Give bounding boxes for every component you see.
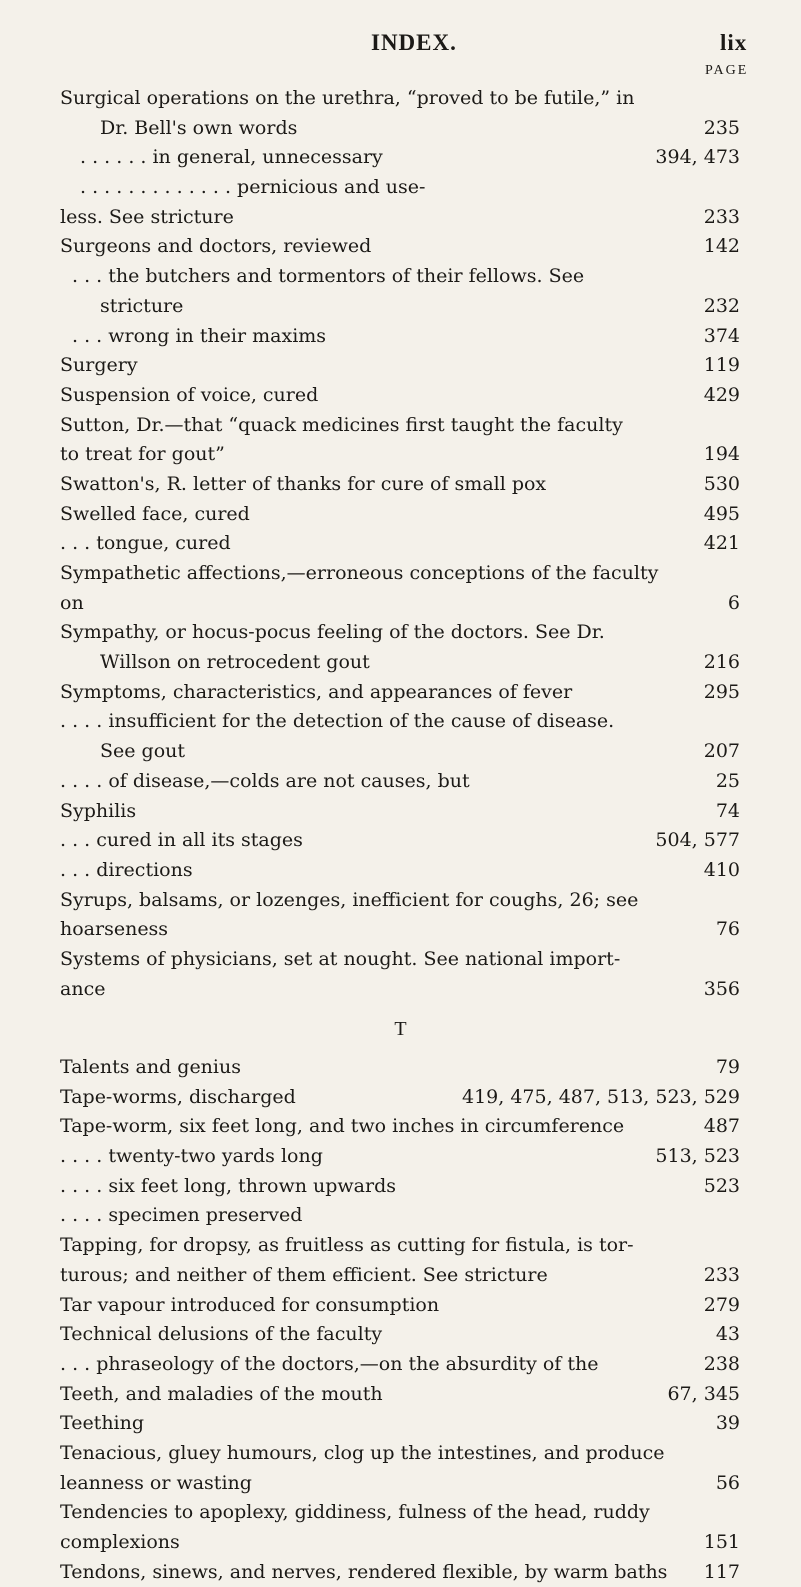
index-entry xyxy=(60,1261,740,1291)
index-entry xyxy=(60,114,740,144)
index-entry xyxy=(60,1380,740,1410)
index-entry xyxy=(60,1172,740,1202)
entry-text: Swelled face, cured xyxy=(60,502,250,525)
entry-text: . . . . . . . . . . . . . pernicious and use- xyxy=(80,176,426,199)
entry-text: . . . cured in all its stages xyxy=(60,829,303,852)
entry-page: 513, 523 xyxy=(655,1145,740,1168)
entry-page: 279 xyxy=(703,1293,740,1316)
entry-page: 76 xyxy=(715,918,740,941)
index-entry xyxy=(60,945,740,975)
index-entry xyxy=(60,1350,740,1380)
index-entry xyxy=(60,84,740,114)
entry-page: 142 xyxy=(703,235,740,258)
index-entry xyxy=(60,322,740,352)
index-entry xyxy=(60,381,740,411)
index-entry xyxy=(60,915,740,945)
page-number-roman: lix xyxy=(720,30,748,55)
index-entry xyxy=(60,1142,740,1172)
entry-page: 295 xyxy=(703,680,740,703)
entry-text: hoarseness xyxy=(60,918,169,941)
section-letter-t: T xyxy=(394,1018,407,1040)
entry-page: 523 xyxy=(703,1174,740,1197)
index-entry xyxy=(60,411,740,441)
entry-text: . . . . six feet long, thrown upwards xyxy=(60,1174,397,1197)
entry-text: Sutton, Dr.—that “quack medicines first taught the faculty xyxy=(60,413,623,436)
entry-text: . . . directions xyxy=(60,858,193,881)
entry-text: . . . phraseology of the doctors,—on the absurdity of the xyxy=(60,1352,599,1375)
entry-page: 487 xyxy=(703,1115,740,1138)
entry-text: . . . tongue, cured xyxy=(60,532,231,555)
index-entry xyxy=(60,975,740,1005)
entry-page: 151 xyxy=(703,1531,740,1553)
entry-text: turous; and neither of them efficient. See stricture xyxy=(60,1263,548,1286)
entry-page: 235 xyxy=(703,116,740,139)
entry-page: 117 xyxy=(703,1560,740,1583)
index-entry xyxy=(60,1201,740,1231)
index-entry xyxy=(60,767,740,797)
index-entry xyxy=(60,797,740,827)
index-entry xyxy=(60,559,740,589)
entry-page: 394, 473 xyxy=(655,146,740,169)
entry-page: 495 xyxy=(703,502,740,525)
entry-text: Surgery xyxy=(60,354,138,377)
entry-text: stricture xyxy=(100,294,184,317)
index-entry xyxy=(60,500,740,530)
entry-page: 67, 345 xyxy=(667,1382,740,1405)
entry-text: Syrups, balsams, or lozenges, inefficient for coughs, 26; see xyxy=(60,888,639,911)
index-entry xyxy=(60,173,740,203)
entry-page: 233 xyxy=(703,205,740,228)
index-entry xyxy=(60,1112,740,1142)
entry-text: on xyxy=(60,591,84,614)
entry-text: Suspension of voice, cured xyxy=(60,383,319,406)
index-entry xyxy=(60,203,740,233)
index-section-s xyxy=(60,84,740,1004)
entry-page: 233 xyxy=(703,1263,740,1286)
index-entry xyxy=(60,856,740,886)
entry-text: Symptoms, characteristics, and appearances of fever xyxy=(60,680,573,703)
entry-text: . . . . . . in general, unnecessary xyxy=(80,146,383,169)
index-entry xyxy=(60,648,740,678)
index-entry xyxy=(60,1439,740,1469)
index-entry xyxy=(60,232,740,262)
entry-text: complexions xyxy=(60,1531,180,1553)
entry-text: . . . . twenty-two yards long xyxy=(60,1145,323,1168)
entry-text: less. See stricture xyxy=(60,205,234,228)
index-entry xyxy=(60,886,740,916)
entry-text: . . . . specimen preserved xyxy=(60,1204,303,1227)
entry-page: 25 xyxy=(715,769,740,792)
index-entry xyxy=(60,143,740,173)
entry-text: . . . the butchers and tormentors of their fellows. See xyxy=(72,265,585,288)
entry-page: 374 xyxy=(703,324,740,347)
entry-text: Teeth, and maladies of the mouth xyxy=(60,1382,383,1405)
index-entry xyxy=(60,470,740,500)
entry-page: 56 xyxy=(715,1471,740,1494)
entry-text: Systems of physicians, set at nought. See national import- xyxy=(60,947,621,970)
index-entry xyxy=(60,1231,740,1261)
index-entry xyxy=(60,1291,740,1321)
entry-text: Swatton's, R. letter of thanks for cure of small pox xyxy=(60,472,547,495)
entry-text: Teething xyxy=(60,1412,145,1435)
index-entry xyxy=(60,1558,740,1587)
entry-page: 419, 475, 487, 513, 523, 529 xyxy=(462,1085,740,1108)
entry-page: 6 xyxy=(727,591,740,614)
page-column-label: PAGE xyxy=(705,63,749,78)
entry-text: Tendons, sinews, and nerves, rendered flexible, by warm baths xyxy=(60,1560,668,1583)
entry-text: . . . . insufficient for the detection of the cause of disease. xyxy=(60,710,615,733)
entry-page: 232 xyxy=(703,294,740,317)
index-entry xyxy=(60,678,740,708)
entry-page: 207 xyxy=(703,740,740,763)
index-entry xyxy=(60,440,740,470)
index-entry xyxy=(60,1083,740,1113)
entry-text: leanness or wasting xyxy=(60,1471,252,1494)
entry-page: 74 xyxy=(715,799,740,822)
entry-page: 216 xyxy=(703,651,740,674)
entry-page: 421 xyxy=(703,532,740,555)
index-entry xyxy=(60,292,740,322)
entry-text: Surgical operations on the urethra, “proved to be futile,” in xyxy=(60,87,635,109)
entry-text: Tape-worm, six feet long, and two inches in circumference xyxy=(60,1115,625,1138)
index-entry xyxy=(60,1320,740,1350)
index-entry xyxy=(60,1498,740,1528)
entry-page: 79 xyxy=(715,1056,740,1078)
entry-text: Tendencies to apoplexy, giddiness, fulness of the head, ruddy xyxy=(60,1501,650,1524)
index-section-t xyxy=(60,1053,740,1587)
entry-page: 43 xyxy=(715,1323,740,1346)
entry-page: 530 xyxy=(703,472,740,495)
index-entry xyxy=(60,589,740,619)
entry-text: Tapping, for dropsy, as fruitless as cutting for fistula, is tor- xyxy=(60,1234,634,1257)
entry-text: Technical delusions of the faculty xyxy=(60,1323,383,1346)
entry-text: Tenacious, gluey humours, clog up the intestines, and produce xyxy=(60,1441,665,1464)
index-entry xyxy=(60,1409,740,1439)
index-entry xyxy=(60,529,740,559)
entry-text: Sympathy, or hocus-pocus feeling of the doctors. See Dr. xyxy=(60,621,605,644)
entry-text: Surgeons and doctors, reviewed xyxy=(60,235,372,258)
entry-page: 39 xyxy=(715,1412,740,1435)
entry-text: Tar vapour introduced for consumption xyxy=(60,1293,440,1316)
entry-text: ance xyxy=(60,977,106,1000)
entry-page: 119 xyxy=(703,354,740,377)
index-entry xyxy=(60,826,740,856)
entry-text: See gout xyxy=(100,740,186,763)
index-entry xyxy=(60,618,740,648)
entry-text: Syphilis xyxy=(60,799,137,822)
entry-page: 238 xyxy=(703,1352,740,1375)
index-entry xyxy=(60,1469,740,1499)
entry-text: Dr. Bell's own words xyxy=(100,116,298,139)
entry-page: 410 xyxy=(703,858,740,881)
index-entry xyxy=(60,1053,740,1083)
entry-text: . . . . of disease,—colds are not causes, but xyxy=(60,769,470,792)
index-entry xyxy=(60,351,740,381)
entry-text: . . . wrong in their maxims xyxy=(72,324,327,347)
entry-page: 194 xyxy=(703,443,740,466)
entry-text: Tape-worms, discharged xyxy=(60,1085,296,1108)
entry-text: Sympathetic affections,—erroneous conceptions of the faculty xyxy=(60,562,659,584)
running-header-title: INDEX. xyxy=(371,30,457,55)
entry-page: 429 xyxy=(703,383,740,406)
entry-text: Willson on retrocedent gout xyxy=(100,651,370,674)
index-entry xyxy=(60,707,740,737)
index-entry xyxy=(60,737,740,767)
index-entry xyxy=(60,1528,740,1558)
entry-text: Talents and genius xyxy=(60,1056,241,1078)
index-entry xyxy=(60,262,740,292)
entry-text: to treat for gout” xyxy=(60,443,225,466)
entry-page: 356 xyxy=(703,977,740,1000)
entry-page: 504, 577 xyxy=(655,829,740,852)
